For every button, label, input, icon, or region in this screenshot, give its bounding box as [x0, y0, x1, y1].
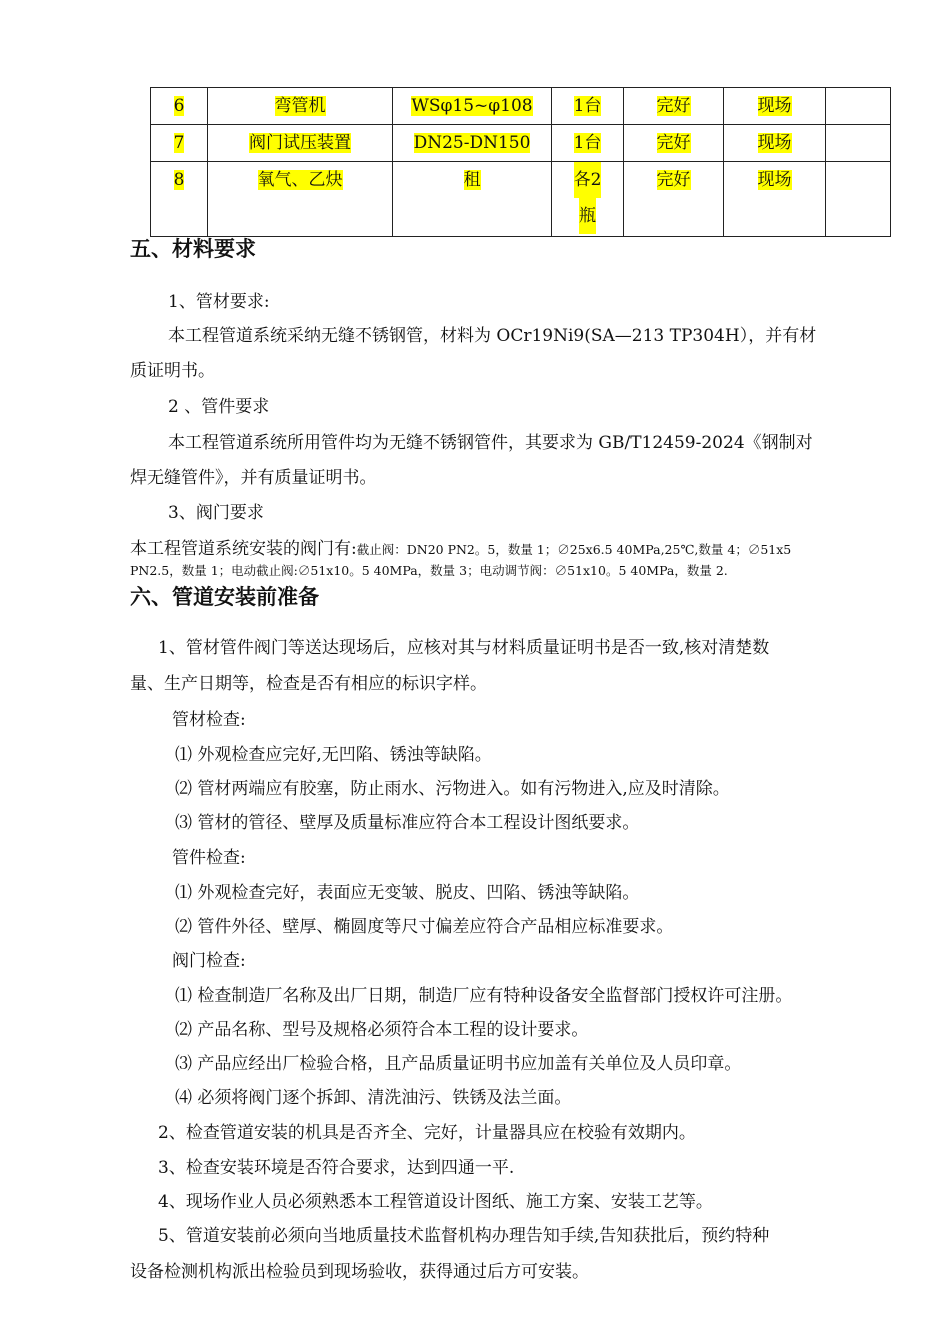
row-spec: 租	[393, 162, 552, 237]
paragraph-line: 本工程管道系统所用管件均为无缝不锈钢管件，其要求为 GB/T12459-2024《钢制对	[168, 433, 813, 453]
section-heading: 五、材料要求	[130, 236, 256, 261]
list-item: ⑷ 必须将阀门逐个拆卸、清洗油污、铁锈及法兰面。	[175, 1088, 572, 1108]
row-no: 8	[151, 162, 208, 237]
paragraph-line: 本工程管道系统采纳无缝不锈钢管，材料为 OCr19Ni9(SA—213 TP304H），并有材	[168, 326, 817, 346]
paragraph-line: 5、管道安装前必须向当地质量技术监督机构办理告知手续,告知获批后，预约特种	[158, 1226, 770, 1246]
list-item: ⑴ 检查制造厂名称及出厂日期，制造厂应有特种设备安全监督部门授权许可注册。	[175, 986, 793, 1006]
row-note	[826, 88, 891, 125]
row-location: 现场	[724, 88, 826, 125]
row-qty	[552, 162, 624, 237]
subsection-title: 管材检查:	[172, 710, 246, 730]
row-spec: WSφ15~φ108	[393, 88, 552, 125]
paragraph-line: 焊无缝管件》，并有质量证明书。	[130, 468, 377, 488]
row-note	[826, 162, 891, 237]
qty-line-1: 各2	[574, 162, 602, 198]
list-item: ⑵ 管件外径、壁厚、椭圆度等尺寸偏差应符合产品相应标准要求。	[175, 917, 674, 937]
row-note	[826, 125, 891, 162]
list-item: ⑵ 产品名称、型号及规格必须符合本工程的设计要求。	[175, 1020, 589, 1040]
paragraph-line: 1、管材管件阀门等送达现场后，应核对其与材料质量证明书是否一致,核对清楚数	[158, 638, 770, 658]
row-name: 弯管机	[208, 88, 393, 125]
row-name: 阀门试压装置	[208, 125, 393, 162]
row-no: 6	[151, 88, 208, 125]
valve-list-lead: 本工程管道系统安装的阀门有:	[130, 539, 357, 559]
list-item: ⑶ 管材的管径、壁厚及质量标准应符合本工程设计图纸要求。	[175, 813, 640, 833]
row-status: 完好	[624, 88, 724, 125]
paragraph-line: 设备检测机构派出检验员到现场验收，获得通过后方可安装。	[130, 1262, 589, 1282]
row-spec: DN25-DN150	[393, 125, 552, 162]
subsection-title: 1、管材要求:	[168, 292, 270, 312]
row-status: 完好	[624, 125, 724, 162]
row-qty: 1台	[552, 88, 624, 125]
qty-line-2: 瓶	[579, 198, 596, 234]
list-item: ⑵ 管材两端应有胶塞，防止雨水、污物进入。如有污物进入,应及时清除。	[175, 779, 730, 799]
section-heading: 六、管道安装前准备	[130, 584, 319, 609]
table-row	[151, 88, 891, 125]
list-item: ⑴ 外观检查完好，表面应无变皱、脱皮、凹陷、锈浊等缺陷。	[175, 883, 640, 903]
list-item: ⑶ 产品应经出厂检验合格，且产品质量证明书应加盖有关单位及人员印章。	[175, 1054, 742, 1074]
subsection-title: 阀门检查:	[172, 951, 246, 971]
paragraph-line: 2、检查管道安装的机具是否齐全、完好，计量器具应在校验有效期内。	[158, 1123, 696, 1143]
row-location: 现场	[724, 162, 826, 237]
paragraph-line: 质证明书。	[130, 361, 215, 381]
subsection-title: 2 、管件要求	[168, 397, 270, 417]
valve-list-text: 截止阀：DN20 PN2。5，数量 1；∅25x6.5 40MPa,25℃,数量 4；∅51x5	[356, 542, 792, 557]
paragraph-line: 量、生产日期等，检查是否有相应的标识字样。	[130, 674, 487, 694]
subsection-title: 管件检查:	[172, 848, 246, 868]
valve-list-text: PN2.5，数量 1；电动截止阀:∅51x10。5 40MPa，数量 3；电动调节阀：∅51x10。5 40MPa，数量 2.	[130, 563, 728, 578]
paragraph-line	[130, 534, 791, 559]
subsection-title: 3、阀门要求	[168, 503, 264, 523]
table-row	[151, 125, 891, 162]
list-item: ⑴ 外观检查应完好,无凹陷、锈浊等缺陷。	[175, 745, 492, 765]
paragraph-line: 3、检查安装环境是否符合要求，达到四通一平.	[158, 1158, 515, 1178]
paragraph-line: 4、现场作业人员必须熟悉本工程管道设计图纸、施工方案、安装工艺等。	[158, 1192, 713, 1212]
row-no: 7	[151, 125, 208, 162]
equipment-table	[150, 87, 891, 237]
row-location: 现场	[724, 125, 826, 162]
row-name: 氧气、乙炔	[208, 162, 393, 237]
table-row	[151, 162, 891, 237]
row-qty: 1台	[552, 125, 624, 162]
row-status: 完好	[624, 162, 724, 237]
